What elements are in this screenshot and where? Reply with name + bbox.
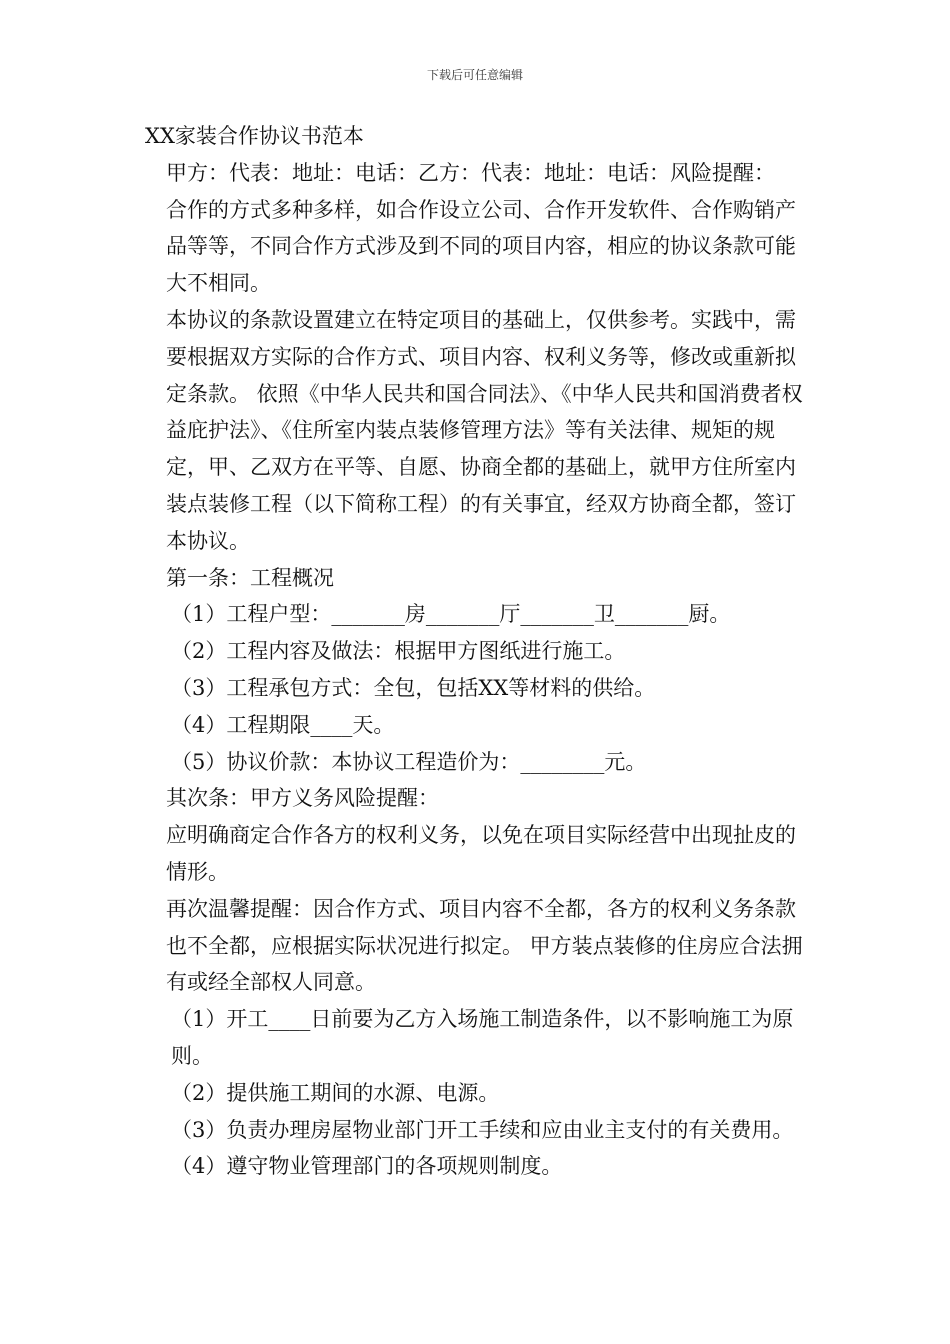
list-item: （1）开工____日前要为乙方入场施工制造条件，以不影响施工为原则。 <box>171 1007 794 1068</box>
paragraph: 应明确商定合作各方的权利义务，以免在项目实际经营中出现扯皮的情形。 <box>166 823 796 884</box>
paragraph: 再次温馨提醒：因合作方式、项目内容不全都，各方的权利义务条款也不全都，应根据实际状况进行拟定。 甲方装点装修的住房应合法拥有或经全部权人同意。 <box>166 896 803 995</box>
article-heading: 其次条：甲方义务风险提醒： <box>166 786 439 811</box>
page-header: 下载后可任意编辑 <box>426 68 523 82</box>
list-item: （2）工程内容及做法：根据甲方图纸进行施工。 <box>171 639 626 664</box>
list-item: （1）工程户型：_______房_______厅_______卫_______厨。 <box>171 602 731 627</box>
list-item: （5）协议价款：本协议工程造价为：________元。 <box>171 749 647 774</box>
document-body <box>145 118 815 1185</box>
list-item: （2）提供施工期间的水源、电源。 <box>171 1080 500 1105</box>
article-heading: 第一条：工程概况 <box>166 565 334 590</box>
document-title: XX家装合作协议书范本 <box>145 124 364 148</box>
paragraph: 本协议的条款设置建立在特定项目的基础上，仅供参考。实践中，需要根据双方实际的合作方式、项目内容、权利义务等，修改或重新拟定条款。 依照《中华人民共和国合同法》、《中华人民共和国消费者权益庇护法》、《住所室内装点装修管理方法》等有关法律、规矩的规定，甲、乙双方在平等、自愿、协商全都的基础上，就甲方住所室内装点装修工程（以下简称工程）的有关事宜，经双方协商全都，签订本协议。 <box>166 307 803 553</box>
list-item: （3）负责办理房屋物业部门开工手续和应由业主支付的有关费用。 <box>171 1117 794 1142</box>
list-item: （4）遵守物业管理部门的各项规则制度。 <box>171 1154 563 1179</box>
list-item: （3）工程承包方式：全包，包括XX等材料的供给。 <box>171 675 656 700</box>
paragraph: 合作的方式多种多样，如合作设立公司、合作开发软件、合作购销产品等等，不同合作方式涉及到不同的项目内容，相应的协议条款可能大不相同。 <box>166 197 796 296</box>
party-info-line: 甲方：代表：地址：电话：乙方：代表：地址：电话：风险提醒： <box>166 160 775 185</box>
list-item: （4）工程期限____天。 <box>171 712 395 737</box>
